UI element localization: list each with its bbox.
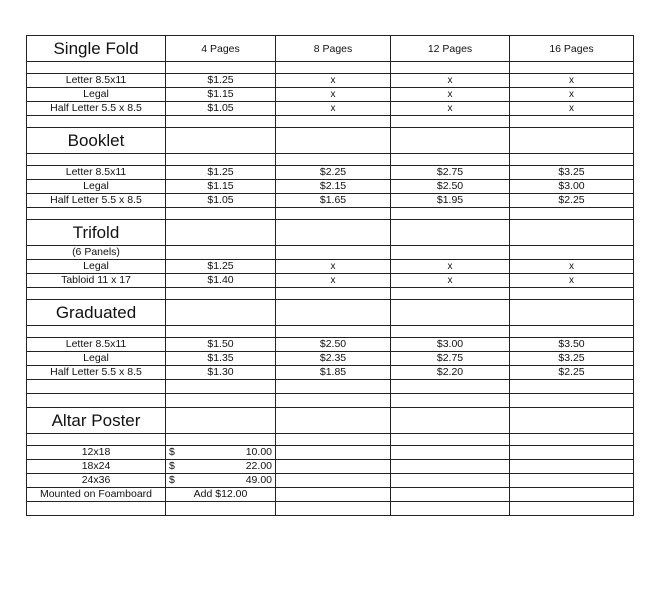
price-amount: 22.00 [245, 460, 272, 472]
price-12-pages: $2.50 [391, 180, 510, 194]
row-label: Half Letter 5.5 x 8.5 [27, 102, 166, 116]
row-label: 12x18 [27, 446, 166, 460]
price-4-pages: $1.05 [166, 102, 276, 116]
table-row [27, 194, 634, 208]
price-16-pages: x [510, 74, 634, 88]
row-label: Legal [27, 88, 166, 102]
spacer-row [27, 288, 634, 300]
currency-symbol: $ [169, 460, 175, 472]
price-table [26, 35, 634, 516]
spacer-row [27, 62, 634, 74]
price-4-pages: $1.15 [166, 88, 276, 102]
table-row [27, 102, 634, 116]
table-row [27, 338, 634, 352]
price-16-pages: $3.25 [510, 166, 634, 180]
price-12-pages: x [391, 260, 510, 274]
row-label: Tabloid 11 x 17 [27, 274, 166, 288]
price-8-pages: x [276, 74, 391, 88]
row-label: Letter 8.5x11 [27, 74, 166, 88]
price-amount: 10.00 [245, 446, 272, 458]
graduated-header-row [27, 300, 634, 326]
column-header-12-pages: 12 Pages [391, 36, 510, 62]
spacer-row [27, 208, 634, 220]
section-title-trifold: Trifold [27, 220, 166, 246]
price-8-pages: x [276, 274, 391, 288]
table-row [27, 88, 634, 102]
table-row [27, 446, 634, 460]
price-16-pages: x [510, 274, 634, 288]
altar-poster-header-row [27, 408, 634, 434]
section-title-graduated: Graduated [27, 300, 166, 326]
price-8-pages: x [276, 102, 391, 116]
column-header-16-pages: 16 Pages [510, 36, 634, 62]
price-4-pages: $1.15 [166, 180, 276, 194]
price-8-pages: $1.85 [276, 366, 391, 380]
price-16-pages: $2.25 [510, 366, 634, 380]
price-8-pages: $2.35 [276, 352, 391, 366]
row-label: Legal [27, 180, 166, 194]
price-16-pages: x [510, 260, 634, 274]
trifold-header-row [27, 220, 634, 246]
row-label: Letter 8.5x11 [27, 166, 166, 180]
spacer-row [27, 326, 634, 338]
price-16-pages: $3.50 [510, 338, 634, 352]
price-8-pages: x [276, 88, 391, 102]
spacer-row [27, 502, 634, 516]
row-label: 18x24 [27, 460, 166, 474]
price-12-pages: x [391, 274, 510, 288]
price-4-pages: $1.25 [166, 166, 276, 180]
trifold-panels-note: (6 Panels) [27, 246, 166, 260]
spacer-row [27, 154, 634, 166]
mounted-price: Add $12.00 [166, 488, 276, 502]
table-row [27, 180, 634, 194]
price-4-pages: $1.40 [166, 274, 276, 288]
table-row [27, 352, 634, 366]
poster-price [166, 460, 276, 474]
spacer-row [27, 394, 634, 408]
price-8-pages: $2.50 [276, 338, 391, 352]
single-fold-header-row [27, 36, 634, 62]
price-4-pages: $1.05 [166, 194, 276, 208]
table-row [27, 74, 634, 88]
price-16-pages: x [510, 102, 634, 116]
price-8-pages: $2.15 [276, 180, 391, 194]
poster-price [166, 474, 276, 488]
price-8-pages: x [276, 260, 391, 274]
price-12-pages: $2.75 [391, 166, 510, 180]
row-label: Half Letter 5.5 x 8.5 [27, 366, 166, 380]
poster-price [166, 446, 276, 460]
price-8-pages: $1.65 [276, 194, 391, 208]
price-12-pages: $2.75 [391, 352, 510, 366]
spacer-row [27, 380, 634, 394]
spacer-row [27, 116, 634, 128]
price-4-pages: $1.30 [166, 366, 276, 380]
price-16-pages: $2.25 [510, 194, 634, 208]
row-label: Legal [27, 260, 166, 274]
price-12-pages: $3.00 [391, 338, 510, 352]
price-4-pages: $1.25 [166, 74, 276, 88]
row-label: Letter 8.5x11 [27, 338, 166, 352]
row-label: Mounted on Foamboard [27, 488, 166, 502]
column-header-4-pages: 4 Pages [166, 36, 276, 62]
table-row [27, 260, 634, 274]
row-label: Half Letter 5.5 x 8.5 [27, 194, 166, 208]
price-4-pages: $1.35 [166, 352, 276, 366]
trifold-note-row [27, 246, 634, 260]
price-12-pages: x [391, 74, 510, 88]
section-title-altar-poster: Altar Poster [27, 408, 166, 434]
price-16-pages: x [510, 88, 634, 102]
price-16-pages: $3.25 [510, 352, 634, 366]
currency-symbol: $ [169, 446, 175, 458]
table-row [27, 474, 634, 488]
price-4-pages: $1.50 [166, 338, 276, 352]
table-row [27, 460, 634, 474]
price-12-pages: x [391, 102, 510, 116]
table-row [27, 274, 634, 288]
row-label: Legal [27, 352, 166, 366]
price-12-pages: x [391, 88, 510, 102]
section-title-single-fold: Single Fold [27, 36, 166, 62]
column-header-8-pages: 8 Pages [276, 36, 391, 62]
price-8-pages: $2.25 [276, 166, 391, 180]
table-row [27, 366, 634, 380]
table-row [27, 166, 634, 180]
table-row [27, 488, 634, 502]
price-16-pages: $3.00 [510, 180, 634, 194]
booklet-header-row [27, 128, 634, 154]
currency-symbol: $ [169, 474, 175, 486]
section-title-booklet: Booklet [27, 128, 166, 154]
price-12-pages: $1.95 [391, 194, 510, 208]
spacer-row [27, 434, 634, 446]
price-12-pages: $2.20 [391, 366, 510, 380]
price-amount: 49.00 [245, 474, 272, 486]
price-4-pages: $1.25 [166, 260, 276, 274]
price-sheet [26, 35, 628, 516]
row-label: 24x36 [27, 474, 166, 488]
